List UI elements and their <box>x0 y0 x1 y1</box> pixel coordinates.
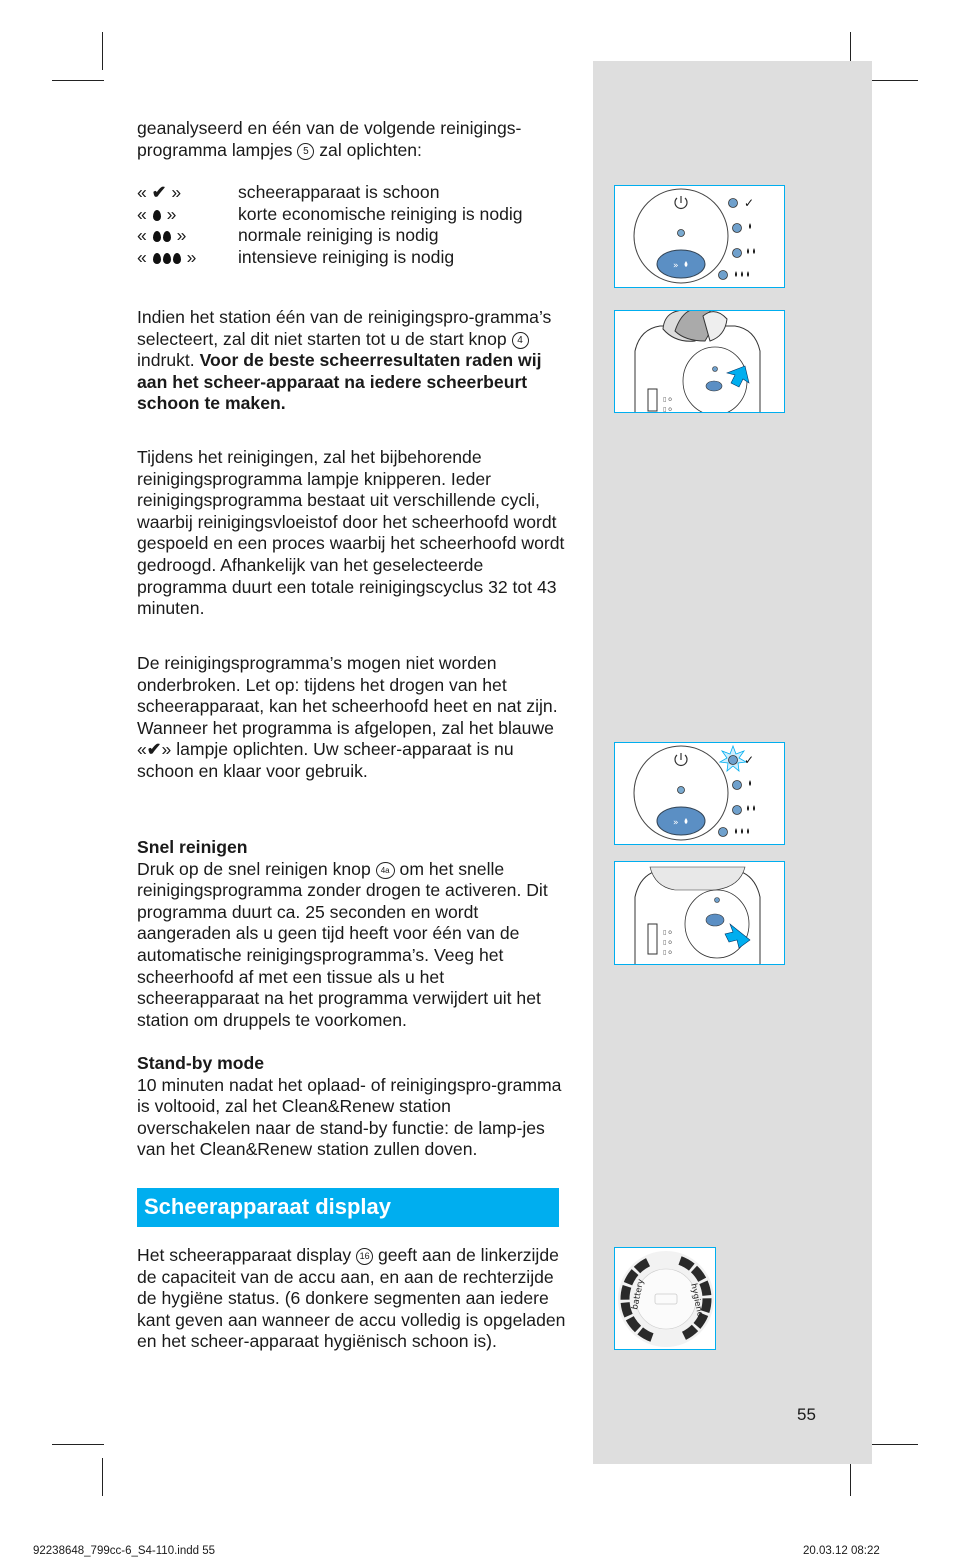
crop-mark <box>52 80 104 81</box>
display-segment <box>625 1303 628 1316</box>
clean-status-figure <box>614 742 785 845</box>
interrupt-paragraph: De reinigingsprogramma’s mogen niet worden onderbroken. Let op: tijdens het drogen van het scheerapparaat, kan het scheerhoofd heet en nat zijn. Wanneer het programma is afgelopen, zal het blauwe «✔» lampje oplichten. Uw scheer-apparaat is nu schoon en klaar voor gebruik. <box>137 653 558 781</box>
svg-text:▯ o: ▯ o <box>663 939 672 946</box>
footer-date: 20.03.12 08:22 <box>803 1545 880 1557</box>
svg-text:▯ o: ▯ o <box>663 929 672 936</box>
quick-clean-section: Snel reinigen Druk op de snel reinigen knop 4a om het snelle reinigingsprogramma zonder drogen te activeren. Dit programma duurt ca. 25 seconden en wordt aangeraden als u geen tijd heeft voor één van de automatische reinigingsprogramma’s. Veeg het scheerhoofd af met een tissue als u het scheerapparaat na het programma verwijdert uit het station om druppels te voorkomen. <box>137 837 548 1030</box>
svg-text:✓: ✓ <box>744 753 755 767</box>
control-panel-figure <box>614 185 785 288</box>
start-button-figure <box>614 310 785 413</box>
hygiene-label: hygiene <box>688 1282 705 1318</box>
intro-paragraph: geanalyseerd en één van de volgende reinigings-programma lampjes 5 zal oplichten: <box>137 118 522 160</box>
svg-text:▯ o: ▯ o <box>663 406 672 413</box>
cleaning-paragraph: Tijdens het reinigingen, zal het bijbehorende reinigingsprogramma lampje knipperen. Ieder reinigingsprogramma bestaat uit verschillende cycli, waarbij reinigingsvloeistof door het scheerhoofd wordt gespoeld en een proces waarbij het scheerhoofd wordt gedroogd. Afhankelijk van het geselecteerde programma duurt een totale reinigingscyclus 32 tot 43 minuten. <box>137 447 565 619</box>
start-paragraph: Indien het station één van de reinigingspro-gramma’s selecteert, zal dit niet starten tot u de start knop 4 indrukt. Voor de beste scheerresultaten raden wij aan het scheer-apparaat na iedere scheerbeurt schoon te maken. <box>137 307 552 414</box>
display-segment <box>625 1286 627 1299</box>
svg-text:»: » <box>673 818 679 828</box>
crop-mark <box>52 1444 104 1445</box>
battery-label: battery <box>630 1278 647 1311</box>
standby-section: Stand-by mode 10 minuten nadat het oplaad- of reinigingspro-gramma is voltooid, zal het Clean&Renew station overschakelen naar de stand-by functie: de lamp-jes van het Clean&Renew station zullen doven. <box>137 1053 562 1160</box>
reference-number: 4 <box>512 332 529 349</box>
check-symbol: « ✔ » <box>137 182 182 202</box>
drop-icon: « » <box>137 204 177 224</box>
svg-text:✓: ✓ <box>744 196 755 210</box>
crop-mark <box>866 1444 918 1445</box>
footer-file: 92238648_799cc-6_S4-110.indd 55 <box>33 1545 216 1557</box>
shaver-display-figure <box>614 1247 716 1350</box>
section-header: Scheerapparaat display <box>137 1188 559 1227</box>
display-segment <box>705 1298 707 1311</box>
reference-number: 4a <box>376 862 395 879</box>
svg-text:»: » <box>673 261 679 271</box>
reference-number: 5 <box>297 143 314 160</box>
display-segment <box>703 1282 706 1295</box>
crop-mark <box>102 32 103 70</box>
display-paragraph: Het scheerapparaat display 16 geeft aan de linkerzijde de capaciteit van de accu aan, en aan de rechterzijde de hygiëne status. (6 donkere segmenten aan iedere kant geven aan wanneer de accu volledig is opgeladen en het scheer-apparaat hygiënisch schoon is). <box>137 1245 566 1352</box>
quick-clean-figure <box>614 861 785 965</box>
crop-mark <box>102 1458 103 1496</box>
drop-icon: « » <box>137 225 187 245</box>
check-symbol: ✔ <box>146 739 162 760</box>
crop-mark <box>866 80 918 81</box>
reference-number: 16 <box>356 1248 373 1265</box>
svg-text:▯ o: ▯ o <box>663 396 672 403</box>
svg-text:▯ o: ▯ o <box>663 949 672 956</box>
drop-icon: « » <box>137 247 197 267</box>
page-number: 55 <box>797 1405 816 1424</box>
